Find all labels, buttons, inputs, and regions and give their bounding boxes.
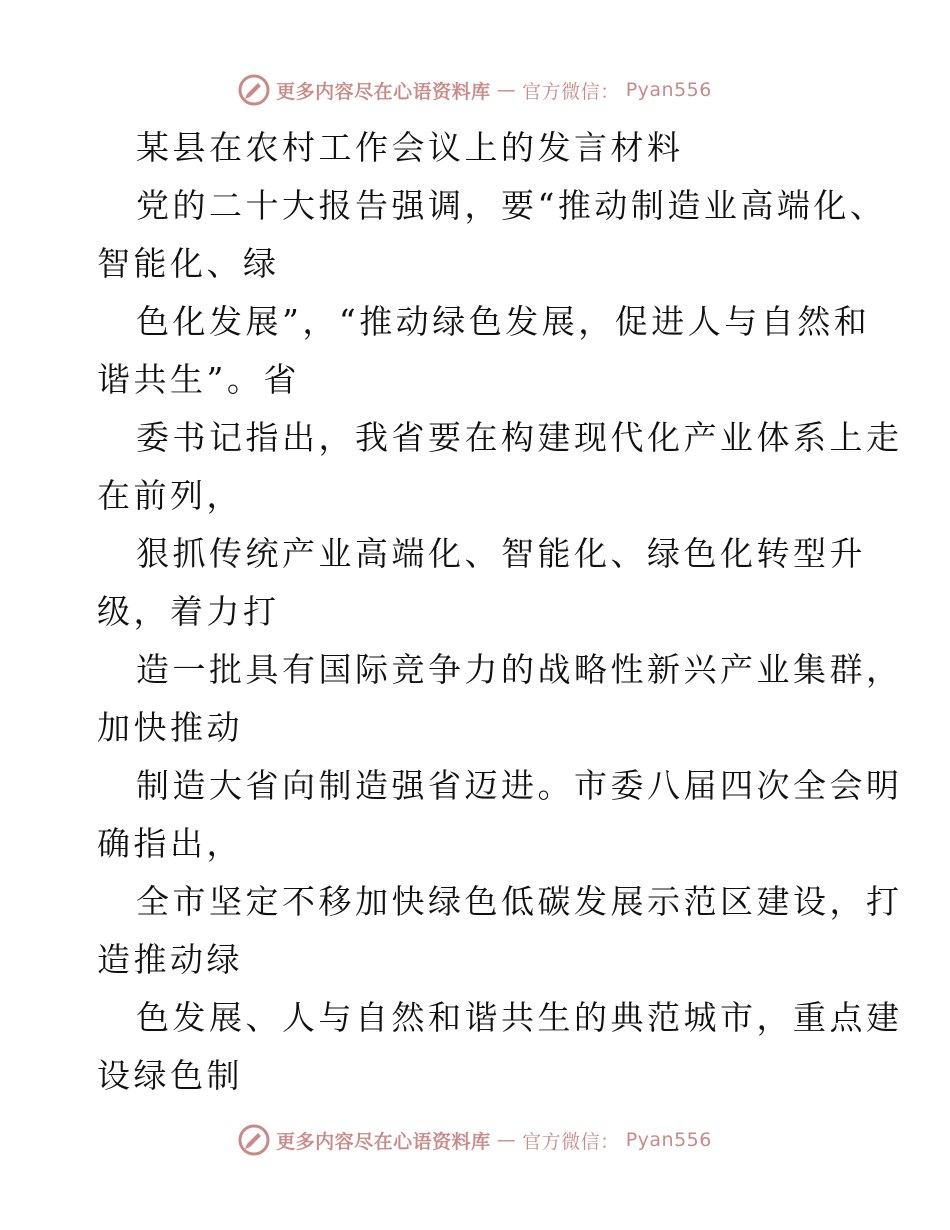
banner-text: 更多内容尽在心语资料库 <box>276 80 491 103</box>
banner-wechat-label: 官方微信： <box>522 80 620 103</box>
paragraph-line: 确指出， <box>97 824 243 863</box>
banner-wechat-label: 官方微信： <box>522 1130 620 1153</box>
paragraph-line: 全市坚定不移加快绿色低碳发展示范区建设，打 <box>136 882 903 921</box>
brand-logo-icon <box>238 1124 270 1156</box>
header-watermark <box>0 72 950 108</box>
brand-logo-icon <box>238 74 270 106</box>
paragraph-line: 色发展、人与自然和谐共生的典范城市，重点建 <box>136 998 903 1037</box>
paragraph-line: 级，着力打 <box>97 592 280 631</box>
banner-wechat-id: Pyan556 <box>625 79 712 101</box>
paragraph-line: 智能化、绿 <box>97 244 280 283</box>
banner-separator: — <box>496 1129 517 1151</box>
paragraph-line: 加快推动 <box>97 708 243 747</box>
paragraph-line: 在前列， <box>97 476 243 515</box>
paragraph-line: 设绿色制 <box>97 1056 243 1095</box>
paragraph-line: 制造大省向制造强省迈进。市委八届四次全会明 <box>136 766 903 805</box>
paragraph-line: 造推动绿 <box>97 940 243 979</box>
paragraph-line: 色化发展”，“推动绿色发展，促进人与自然和 <box>136 302 871 341</box>
banner-text: 更多内容尽在心语资料库 <box>276 1130 491 1153</box>
banner-separator: — <box>496 79 517 101</box>
paragraph-line: 委书记指出，我省要在构建现代化产业体系上走 <box>136 418 903 457</box>
paragraph-line: 造一批具有国际竞争力的战略性新兴产业集群， <box>136 650 903 689</box>
paragraph-line: 谐共生”。省 <box>97 360 300 399</box>
paragraph-line: 狠抓传统产业高端化、智能化、绿色化转型升 <box>136 534 866 573</box>
footer-watermark <box>0 1122 950 1158</box>
document-title: 某县在农村工作会议上的发言材料 <box>136 128 684 167</box>
paragraph-line: 党的二十大报告强调，要“推动制造业高端化、 <box>136 186 887 225</box>
banner-wechat-id: Pyan556 <box>625 1129 712 1151</box>
